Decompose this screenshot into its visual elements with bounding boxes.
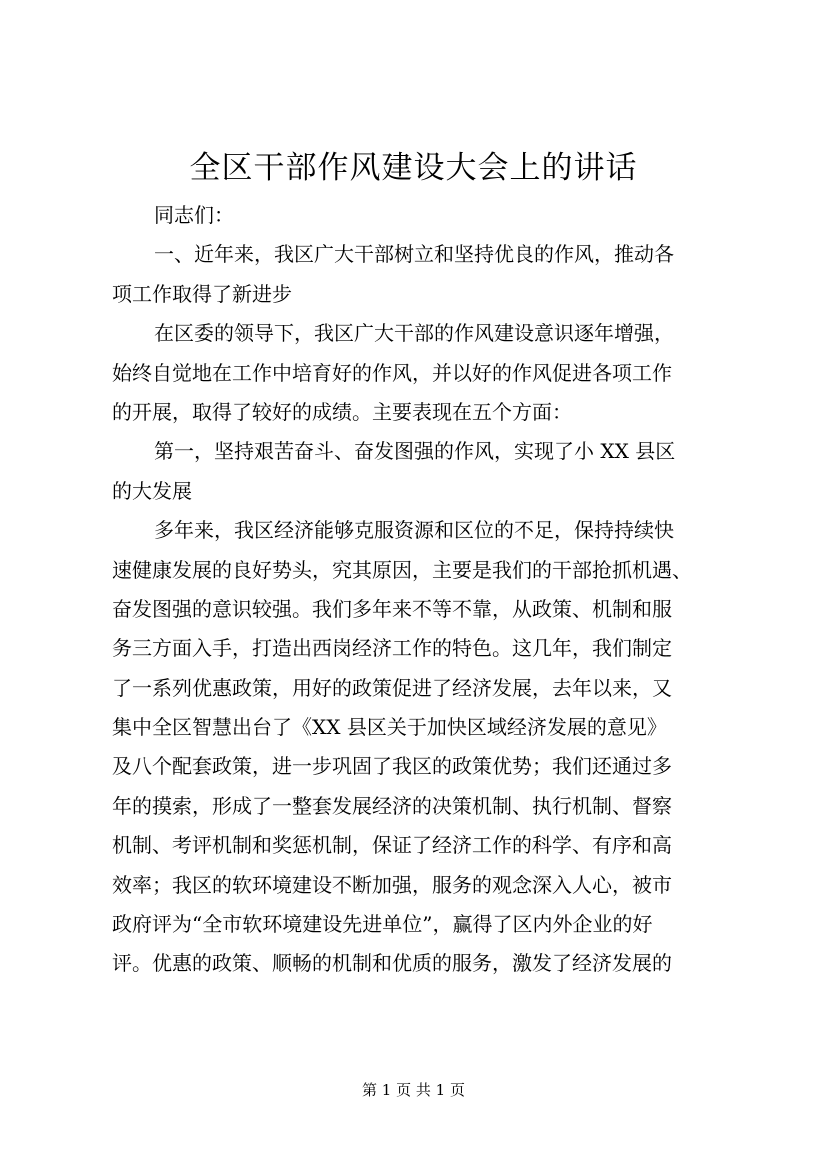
text-line: 了一系列优惠政策，用好的政策促进了经济发展，去年以来，又 [112, 675, 672, 700]
text-line: 在区委的领导下，我区广大干部的作风建设意识逐年增强， [154, 321, 674, 346]
text-line: 的大发展 [112, 478, 192, 503]
text-line: 效率；我区的软环境建设不断加强，服务的观念深入人心，被市 [112, 872, 672, 897]
text-line: 务三方面入手，打造出西岗经济工作的特色。这几年，我们制定 [112, 636, 672, 661]
text-line: 第一，坚持艰苦奋斗、奋发图强的作风，实现了小 XX 县区 [154, 439, 676, 464]
text-line: 集中全区智慧出台了《XX 县区关于加快区域经济发展的意见》 [112, 715, 667, 740]
page-footer: 第 1 页 共 1 页 [362, 1081, 465, 1099]
text-line: 机制、考评机制和奖惩机制，保证了经济工作的科学、有序和高 [112, 833, 672, 858]
text-line: 政府评为“全市软环境建设先进单位”，赢得了区内外企业的好 [112, 912, 653, 937]
text-line: 多年来，我区经济能够克服资源和区位的不足，保持持续快 [154, 518, 674, 543]
text-line: 项工作取得了新进步 [112, 281, 292, 306]
document-title: 全区干部作风建设大会上的讲话 [189, 150, 638, 186]
text-line: 一、近年来，我区广大干部树立和坚持优良的作风，推动各 [154, 242, 674, 267]
text-line: 评。优惠的政策、顺畅的机制和优质的服务，激发了经济发展的 [112, 951, 672, 976]
document-body [112, 196, 722, 984]
text-line: 始终自觉地在工作中培育好的作风，并以好的作风促进各项工作 [112, 360, 672, 385]
text-line: 年的摸索，形成了一整套发展经济的决策机制、执行机制、督察 [112, 793, 672, 818]
text-line: 奋发图强的意识较强。我们多年来不等不靠，从政策、机制和服 [112, 596, 672, 621]
text-line: 速健康发展的良好势头，究其原因，主要是我们的干部抢抓机遇、 [112, 557, 692, 582]
text-line: 同志们： [154, 203, 234, 227]
text-line: 及八个配套政策，进一步巩固了我区的政策优势；我们还通过多 [112, 754, 672, 779]
text-line: 的开展，取得了较好的成绩。主要表现在五个方面： [112, 399, 572, 424]
